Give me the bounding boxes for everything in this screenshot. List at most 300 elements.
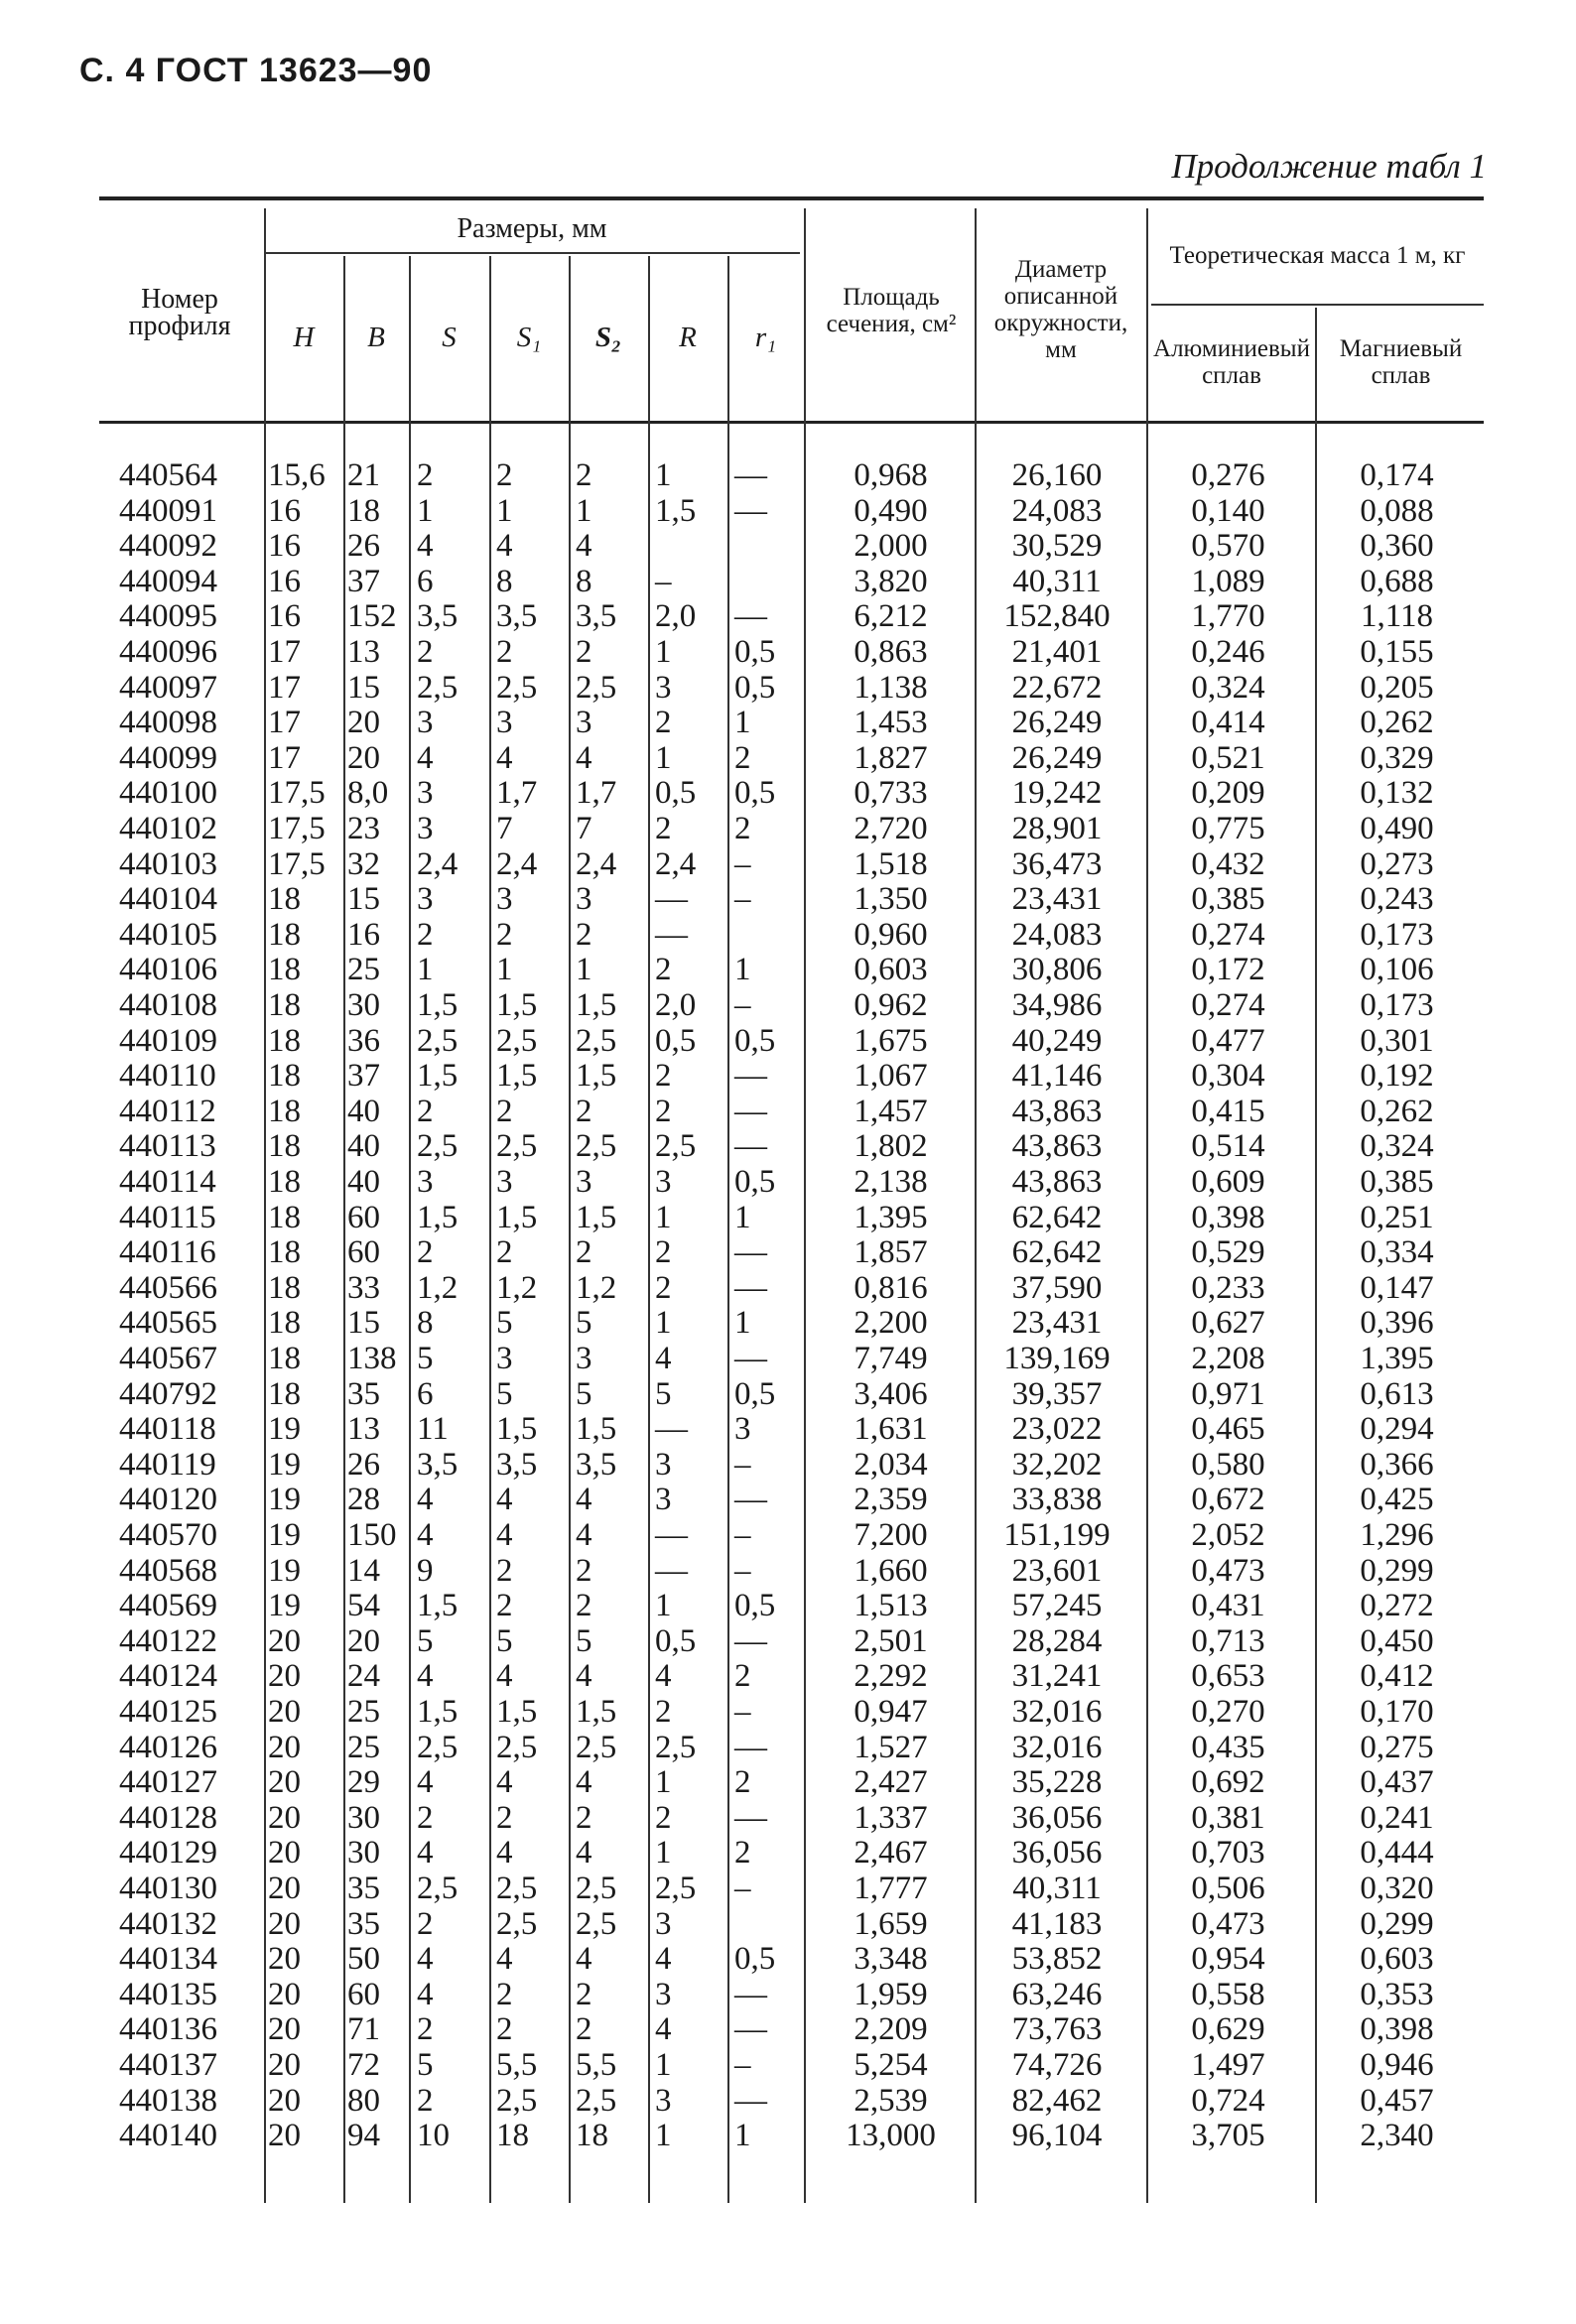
- aluminium-mass: 0,140: [1191, 492, 1265, 529]
- R-value: 1: [655, 634, 672, 670]
- table-row: [0, 1271, 1576, 1307]
- aluminium-mass: 0,172: [1191, 952, 1265, 988]
- S2-value: 1,2: [576, 1269, 617, 1306]
- H-value: 20: [268, 1905, 301, 1942]
- R-value: 2: [655, 1799, 672, 1836]
- magnesium-mass: 1,395: [1360, 1341, 1434, 1376]
- profile-number: 440112: [119, 1093, 216, 1129]
- S2-value: 1,7: [576, 775, 617, 812]
- area-value: 1,453: [854, 705, 928, 741]
- B-value: 30: [347, 1799, 380, 1836]
- magnesium-mass: 0,132: [1360, 775, 1434, 812]
- area-value: 1,138: [854, 669, 928, 706]
- profile-number: 440130: [119, 1871, 217, 1906]
- aluminium-mass: 0,473: [1191, 1905, 1265, 1942]
- r1-value: 0,5: [734, 669, 776, 706]
- S1-value: 8: [496, 563, 513, 599]
- S-value: 2: [417, 634, 434, 670]
- profile-number: 440094: [119, 563, 217, 599]
- table-row: [0, 1377, 1576, 1413]
- R-value: 3: [655, 1482, 672, 1518]
- area-value: 1,631: [854, 1411, 928, 1448]
- B-value: 35: [347, 1375, 380, 1412]
- table-row: [0, 2012, 1576, 2048]
- area-value: 2,138: [854, 1164, 928, 1200]
- R-value: —: [655, 916, 688, 953]
- profile-number: 440091: [119, 492, 217, 529]
- magnesium-mass: 0,192: [1360, 1058, 1434, 1095]
- B-value: 94: [347, 2118, 380, 2154]
- table-row: [0, 1765, 1576, 1801]
- H-value: 15,6: [268, 457, 326, 493]
- S-value: 4: [417, 1764, 434, 1801]
- S-value: 4: [417, 1835, 434, 1872]
- r1-value: —: [734, 1269, 767, 1306]
- r1-value: 1: [734, 705, 751, 741]
- B-value: 80: [347, 2082, 380, 2119]
- B-value: 8,0: [347, 775, 389, 812]
- aluminium-mass: 0,629: [1191, 2011, 1265, 2048]
- r1-value: —: [734, 1234, 767, 1271]
- diameter-value: 152,840: [1003, 598, 1111, 635]
- H-value: 16: [268, 563, 301, 599]
- aluminium-mass: 0,324: [1191, 669, 1265, 706]
- R-value: 2: [655, 1234, 672, 1271]
- table-row: [0, 1201, 1576, 1236]
- area-value: 1,457: [854, 1093, 928, 1129]
- R-value: 2: [655, 1694, 672, 1730]
- magnesium-mass: 0,490: [1360, 811, 1434, 846]
- r1-value: 2: [734, 811, 751, 846]
- profile-number: 440125: [119, 1694, 217, 1730]
- magnesium-mass: 1,296: [1360, 1517, 1434, 1553]
- magnesium-mass: 0,688: [1360, 563, 1434, 599]
- S-value: 2: [417, 1799, 434, 1836]
- header-bottom-rule: [99, 421, 1484, 424]
- r1-value: —: [734, 2011, 767, 2048]
- profile-number: 440104: [119, 881, 217, 918]
- area-value: 2,539: [854, 2082, 928, 2119]
- S1-value: 5: [496, 1622, 513, 1659]
- S-value: 4: [417, 1658, 434, 1695]
- table-row: [0, 1907, 1576, 1943]
- B-value: 40: [347, 1128, 380, 1165]
- aluminium-mass: 0,274: [1191, 916, 1265, 953]
- table-row: [0, 706, 1576, 741]
- profile-number: 440119: [119, 1446, 216, 1483]
- S-value: 3,5: [417, 598, 459, 635]
- diameter-value: 32,016: [1011, 1694, 1103, 1730]
- S2-value: 4: [576, 1517, 592, 1553]
- S2-value: 2,5: [576, 1871, 617, 1906]
- R-value: —: [655, 1411, 688, 1448]
- diameter-value: 23,431: [1011, 881, 1103, 918]
- magnesium-mass: 0,243: [1360, 881, 1434, 918]
- diameter-value: 82,462: [1011, 2082, 1103, 2119]
- S1-value: 2: [496, 916, 513, 953]
- S1-value: 2: [496, 1093, 513, 1129]
- R-value: 2,5: [655, 1871, 697, 1906]
- S2-value: 2: [576, 1093, 592, 1129]
- profile-number: 440567: [119, 1341, 217, 1376]
- H-value: 19: [268, 1482, 301, 1518]
- magnesium-mass: 0,353: [1360, 1976, 1434, 2012]
- magnesium-mass: 0,946: [1360, 2047, 1434, 2083]
- table-row: [0, 1412, 1576, 1448]
- S1-value: 2,5: [496, 1128, 538, 1165]
- B-value: 60: [347, 1234, 380, 1271]
- magnesium-mass: 0,205: [1360, 669, 1434, 706]
- S1-value: 4: [496, 1764, 513, 1801]
- H-value: 20: [268, 1799, 301, 1836]
- S-value: 8: [417, 1305, 434, 1342]
- header-R: R: [679, 321, 697, 353]
- S2-value: 4: [576, 739, 592, 776]
- diameter-value: 62,642: [1011, 1199, 1103, 1235]
- r1-value: —: [734, 1058, 767, 1095]
- H-value: 20: [268, 1729, 301, 1765]
- magnesium-mass: 0,106: [1360, 952, 1434, 988]
- profile-number: 440110: [119, 1058, 216, 1095]
- diameter-value: 40,311: [1012, 563, 1102, 599]
- H-value: 20: [268, 1694, 301, 1730]
- dimensions-underline: [264, 252, 800, 254]
- magnesium-mass: 0,320: [1360, 1871, 1434, 1906]
- area-value: 2,501: [854, 1622, 928, 1659]
- B-value: 15: [347, 881, 380, 918]
- H-value: 17: [268, 739, 301, 776]
- S2-value: 4: [576, 1764, 592, 1801]
- table-row: [0, 1695, 1576, 1731]
- header-profile-number: Номер профиля: [128, 284, 231, 341]
- profile-number: 440136: [119, 2011, 217, 2048]
- R-value: 3: [655, 1976, 672, 2012]
- S2-value: 5,5: [576, 2047, 617, 2083]
- magnesium-mass: 0,334: [1360, 1234, 1434, 1271]
- S-value: 1,5: [417, 987, 459, 1023]
- profile-number: 440124: [119, 1658, 217, 1695]
- S1-value: 2,4: [496, 845, 538, 882]
- area-value: 2,000: [854, 528, 928, 565]
- diameter-value: 30,529: [1011, 528, 1103, 565]
- header-aluminium: Алюминиевый сплав: [1153, 335, 1310, 389]
- header-H: H: [293, 321, 315, 353]
- table-row: [0, 1836, 1576, 1872]
- S1-value: 1,5: [496, 987, 538, 1023]
- S2-value: 1,5: [576, 1694, 617, 1730]
- S2-value: 4: [576, 1941, 592, 1978]
- R-value: 2,5: [655, 1128, 697, 1165]
- S-value: 4: [417, 1976, 434, 2012]
- aluminium-mass: 1,770: [1191, 598, 1265, 635]
- profile-number: 440138: [119, 2082, 217, 2119]
- R-value: 1: [655, 1835, 672, 1872]
- aluminium-mass: 0,270: [1191, 1694, 1265, 1730]
- aluminium-mass: 0,580: [1191, 1446, 1265, 1483]
- H-value: 18: [268, 1269, 301, 1306]
- S1-value: 3: [496, 1341, 513, 1376]
- diameter-value: 23,601: [1011, 1552, 1103, 1589]
- B-value: 150: [347, 1517, 397, 1553]
- r1-value: –: [734, 1517, 751, 1553]
- magnesium-mass: 0,147: [1360, 1269, 1434, 1306]
- area-value: 7,200: [854, 1517, 928, 1553]
- S2-value: 3,5: [576, 1446, 617, 1483]
- diameter-value: 39,357: [1011, 1375, 1103, 1412]
- area-value: 1,527: [854, 1729, 928, 1765]
- S1-value: 1,5: [496, 1694, 538, 1730]
- B-value: 20: [347, 1622, 380, 1659]
- profile-number: 440134: [119, 1941, 217, 1978]
- profile-number: 440100: [119, 775, 217, 812]
- S2-value: 2,5: [576, 1128, 617, 1165]
- B-value: 35: [347, 1871, 380, 1906]
- S-value: 2,4: [417, 845, 459, 882]
- r1-value: –: [734, 1694, 751, 1730]
- table-row: [0, 1801, 1576, 1837]
- magnesium-mass: 0,262: [1360, 705, 1434, 741]
- profile-number: 440092: [119, 528, 217, 565]
- profile-number: 440099: [119, 739, 217, 776]
- diameter-value: 40,311: [1012, 1871, 1102, 1906]
- S1-value: 1,7: [496, 775, 538, 812]
- S-value: 1,5: [417, 1588, 459, 1624]
- H-value: 18: [268, 1093, 301, 1129]
- table-row: [0, 1095, 1576, 1130]
- B-value: 16: [347, 916, 380, 953]
- table-row: [0, 1659, 1576, 1695]
- magnesium-mass: 0,412: [1360, 1658, 1434, 1695]
- profile-number: 440105: [119, 916, 217, 953]
- table-row: [0, 1129, 1576, 1165]
- aluminium-mass: 0,954: [1191, 1941, 1265, 1978]
- H-value: 20: [268, 1764, 301, 1801]
- r1-value: 1: [734, 1199, 751, 1235]
- B-value: 40: [347, 1093, 380, 1129]
- H-value: 18: [268, 1341, 301, 1376]
- aluminium-mass: 1,497: [1191, 2047, 1265, 2083]
- diameter-value: 40,249: [1011, 1022, 1103, 1059]
- table-row: [0, 1624, 1576, 1660]
- S-value: 2: [417, 1234, 434, 1271]
- H-value: 18: [268, 1164, 301, 1200]
- S1-value: 2,5: [496, 669, 538, 706]
- aluminium-mass: 0,713: [1191, 1622, 1265, 1659]
- S-value: 3: [417, 775, 434, 812]
- B-value: 35: [347, 1905, 380, 1942]
- magnesium-mass: 0,444: [1360, 1835, 1434, 1872]
- S-value: 3: [417, 705, 434, 741]
- r1-value: —: [734, 1341, 767, 1376]
- B-value: 36: [347, 1022, 380, 1059]
- magnesium-mass: 0,251: [1360, 1199, 1434, 1235]
- magnesium-mass: 0,425: [1360, 1482, 1434, 1518]
- R-value: 5: [655, 1375, 672, 1412]
- B-value: 71: [347, 2011, 380, 2048]
- S-value: 3: [417, 881, 434, 918]
- magnesium-mass: 0,385: [1360, 1164, 1434, 1200]
- r1-value: 2: [734, 1764, 751, 1801]
- table-row: [0, 494, 1576, 530]
- S2-value: 5: [576, 1622, 592, 1659]
- B-value: 26: [347, 528, 380, 565]
- magnesium-mass: 0,272: [1360, 1588, 1434, 1624]
- R-value: 1,5: [655, 492, 697, 529]
- B-value: 25: [347, 1694, 380, 1730]
- diameter-value: 63,246: [1011, 1976, 1103, 2012]
- S2-value: 2: [576, 457, 592, 493]
- S-value: 1,5: [417, 1058, 459, 1095]
- H-value: 18: [268, 1199, 301, 1235]
- r1-value: 0,5: [734, 1941, 776, 1978]
- S-value: 6: [417, 563, 434, 599]
- magnesium-mass: 0,170: [1360, 1694, 1434, 1730]
- S1-value: 1,5: [496, 1058, 538, 1095]
- H-value: 16: [268, 528, 301, 565]
- S2-value: 5: [576, 1305, 592, 1342]
- r1-value: 1: [734, 2118, 751, 2154]
- r1-value: —: [734, 1799, 767, 1836]
- S1-value: 1,2: [496, 1269, 538, 1306]
- area-value: 6,212: [854, 598, 928, 635]
- B-value: 24: [347, 1658, 380, 1695]
- H-value: 20: [268, 2082, 301, 2119]
- S2-value: 3: [576, 1164, 592, 1200]
- header-r1: r₁: [754, 321, 777, 353]
- aluminium-mass: 0,304: [1191, 1058, 1265, 1095]
- magnesium-mass: 0,173: [1360, 987, 1434, 1023]
- B-value: 14: [347, 1552, 380, 1589]
- S2-value: 1,5: [576, 1058, 617, 1095]
- table-row: [0, 988, 1576, 1024]
- S1-value: 2: [496, 1552, 513, 1589]
- r1-value: –: [734, 845, 751, 882]
- r1-value: –: [734, 1871, 751, 1906]
- r1-value: 1: [734, 952, 751, 988]
- S2-value: 3: [576, 881, 592, 918]
- table-row: [0, 1589, 1576, 1624]
- S1-value: 5: [496, 1375, 513, 1412]
- diameter-value: 23,022: [1011, 1411, 1103, 1448]
- H-value: 19: [268, 1552, 301, 1589]
- aluminium-mass: 0,506: [1191, 1871, 1265, 1906]
- S2-value: 1,5: [576, 1411, 617, 1448]
- profile-number: 440122: [119, 1622, 217, 1659]
- S2-value: 2,5: [576, 669, 617, 706]
- profile-number: 440137: [119, 2047, 217, 2083]
- R-value: 2: [655, 705, 672, 741]
- B-value: 37: [347, 563, 380, 599]
- area-value: 3,820: [854, 563, 928, 599]
- area-value: 5,254: [854, 2047, 928, 2083]
- table-row: [0, 741, 1576, 777]
- S1-value: 4: [496, 1658, 513, 1695]
- aluminium-mass: 0,246: [1191, 634, 1265, 670]
- profile-number: 440098: [119, 705, 217, 741]
- B-value: 23: [347, 811, 380, 846]
- aluminium-mass: 0,432: [1191, 845, 1265, 882]
- S2-value: 4: [576, 1482, 592, 1518]
- table-row: [0, 2048, 1576, 2084]
- area-value: 0,968: [854, 457, 928, 493]
- area-value: 1,518: [854, 845, 928, 882]
- diameter-value: 24,083: [1011, 492, 1103, 529]
- table-row: [0, 1518, 1576, 1554]
- R-value: 3: [655, 669, 672, 706]
- H-value: 18: [268, 987, 301, 1023]
- S1-value: 3,5: [496, 1446, 538, 1483]
- table-row: [0, 2084, 1576, 2120]
- R-value: 4: [655, 2011, 672, 2048]
- H-value: 19: [268, 1517, 301, 1553]
- R-value: 0,5: [655, 1622, 697, 1659]
- B-value: 28: [347, 1482, 380, 1518]
- profile-number: 440106: [119, 952, 217, 988]
- R-value: 2: [655, 1058, 672, 1095]
- B-value: 25: [347, 1729, 380, 1765]
- profile-number: 440128: [119, 1799, 217, 1836]
- H-value: 19: [268, 1588, 301, 1624]
- S-value: 9: [417, 1552, 434, 1589]
- diameter-value: 57,245: [1011, 1588, 1103, 1624]
- diameter-value: 19,242: [1011, 775, 1103, 812]
- table-row: [0, 1342, 1576, 1377]
- B-value: 30: [347, 1835, 380, 1872]
- S-value: 4: [417, 528, 434, 565]
- magnesium-mass: 0,603: [1360, 1941, 1434, 1978]
- H-value: 19: [268, 1446, 301, 1483]
- B-value: 40: [347, 1164, 380, 1200]
- B-value: 50: [347, 1941, 380, 1978]
- S2-value: 3,5: [576, 598, 617, 635]
- R-value: 2: [655, 1269, 672, 1306]
- S1-value: 18: [496, 2118, 529, 2154]
- S1-value: 1: [496, 492, 513, 529]
- page-header: С. 4 ГОСТ 13623—90: [79, 52, 433, 89]
- profile-number: 440565: [119, 1305, 217, 1342]
- table-row: [0, 776, 1576, 812]
- R-value: 1: [655, 739, 672, 776]
- R-value: –: [655, 563, 672, 599]
- magnesium-mass: 0,360: [1360, 528, 1434, 565]
- S-value: 2: [417, 457, 434, 493]
- table-row: [0, 1978, 1576, 2013]
- S2-value: 1: [576, 952, 592, 988]
- S2-value: 2: [576, 1552, 592, 1589]
- magnesium-mass: 0,241: [1360, 1799, 1434, 1836]
- S2-value: 7: [576, 811, 592, 846]
- area-value: 1,395: [854, 1199, 928, 1235]
- aluminium-mass: 0,209: [1191, 775, 1265, 812]
- S-value: 4: [417, 1482, 434, 1518]
- diameter-value: 41,183: [1011, 1905, 1103, 1942]
- S-value: 5: [417, 2047, 434, 2083]
- table-row: [0, 1024, 1576, 1060]
- table-row: [0, 882, 1576, 918]
- H-value: 18: [268, 1234, 301, 1271]
- aluminium-mass: 0,570: [1191, 528, 1265, 565]
- area-value: 1,350: [854, 881, 928, 918]
- S1-value: 2: [496, 634, 513, 670]
- area-value: 0,863: [854, 634, 928, 670]
- r1-value: 1: [734, 1305, 751, 1342]
- magnesium-mass: 2,340: [1360, 2118, 1434, 2154]
- diameter-value: 36,056: [1011, 1799, 1103, 1836]
- aluminium-mass: 0,473: [1191, 1552, 1265, 1589]
- table-row: [0, 565, 1576, 600]
- aluminium-mass: 2,052: [1191, 1517, 1265, 1553]
- S2-value: 2: [576, 916, 592, 953]
